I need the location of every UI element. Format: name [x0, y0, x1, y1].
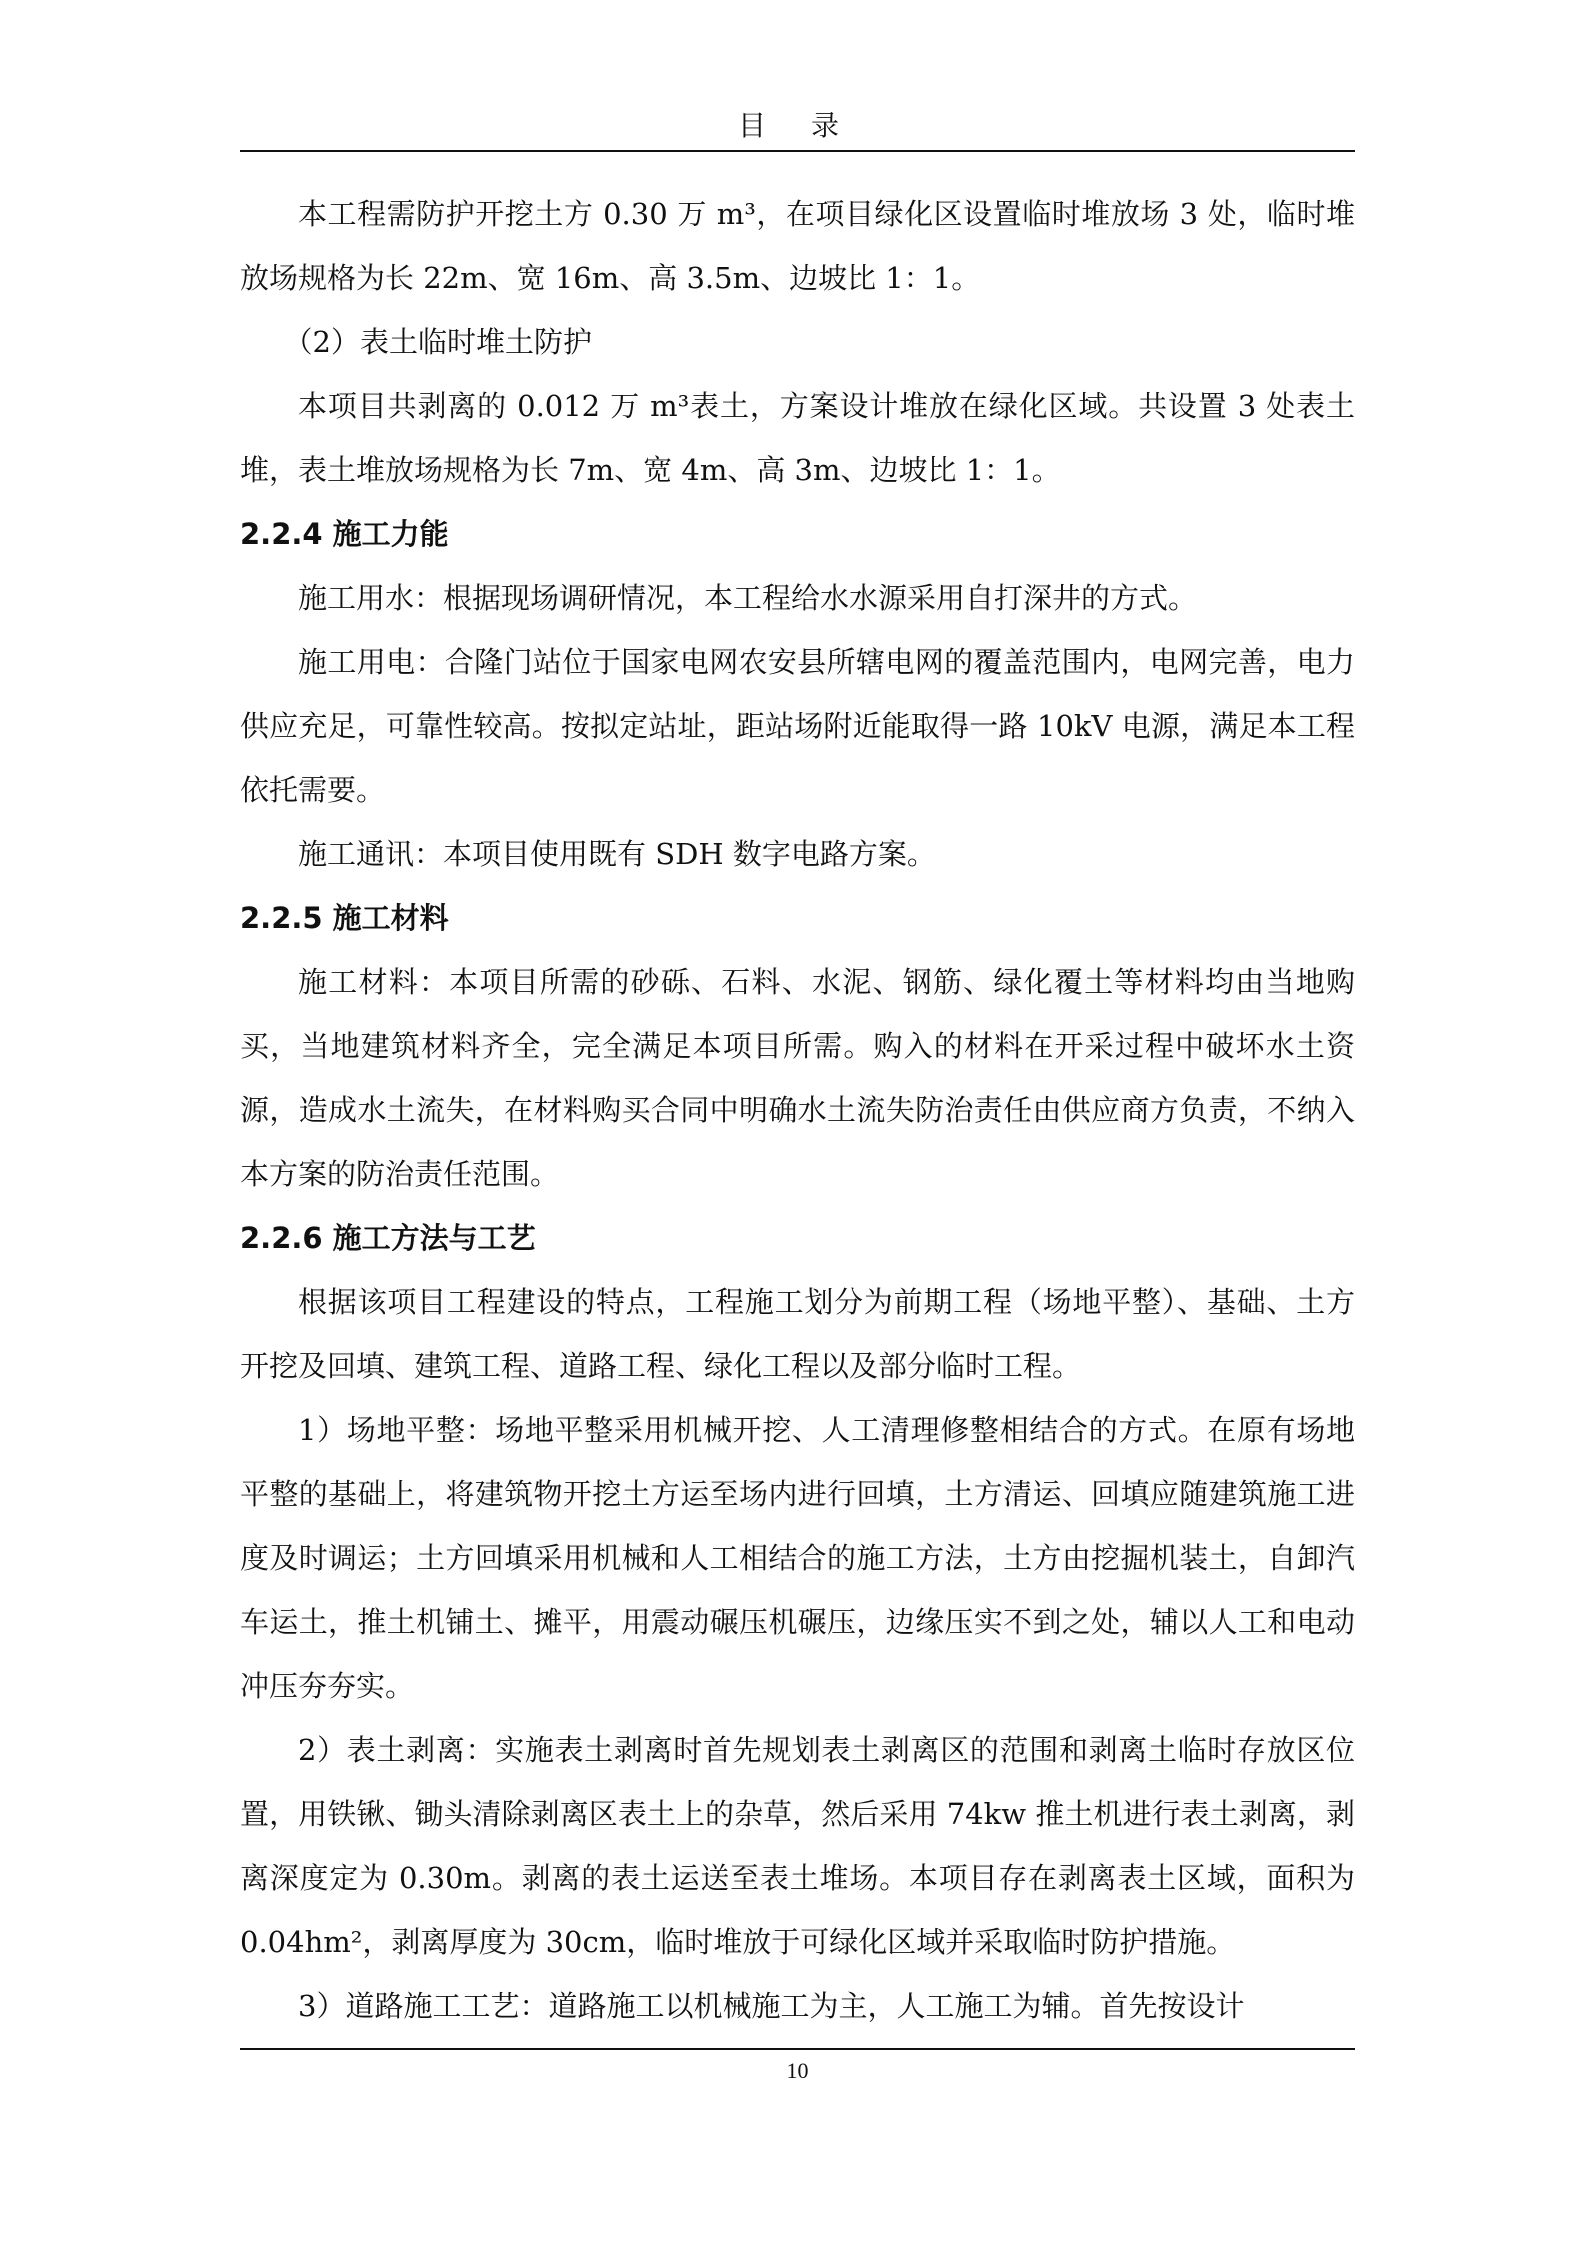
paragraph-excavation-protection: 本工程需防护开挖土方 0.30 万 m³，在项目绿化区设置临时堆放场 3 处，临时堆放场规格为长 22m、宽 16m、高 3.5m、边坡比 1：1。 [240, 197, 1355, 295]
footer-divider [240, 2048, 1355, 2050]
paragraph-water-supply: 施工用水：根据现场调研情况，本工程给水水源采用自打深井的方式。 [298, 581, 1198, 615]
document-body [240, 182, 1355, 2038]
page-header-title: 目 录 [738, 109, 857, 142]
section-heading-2-2-6: 2.2.6 施工方法与工艺 [240, 1221, 536, 1255]
paragraph-topsoil-stripping: 2）表土剥离：实施表土剥离时首先规划表土剥离区的范围和剥离土临时存放区位置，用铁锹、锄头清除剥离区表土上的杂草，然后采用 74kw 推土机进行表土剥离，剥离深度定为 0.30m。剥离的表土运送至表土堆场。本项目存在剥离表土区域，面积为 0.04hm²，剥离厚度为 30cm，临时堆放于可绿化区域并采取临时防护措施。 [240, 1733, 1355, 1959]
paragraph-construction-phases: 根据该项目工程建设的特点，工程施工划分为前期工程（场地平整）、基础、土方开挖及回填、建筑工程、道路工程、绿化工程以及部分临时工程。 [240, 1285, 1355, 1383]
paragraph-materials: 施工材料：本项目所需的砂砾、石料、水泥、钢筋、绿化覆土等材料均由当地购买，当地建筑材料齐全，完全满足本项目所需。购入的材料在开采过程中破坏水土资源，造成水土流失，在材料购买合同中明确水土流失防治责任由供应商方负责，不纳入本方案的防治责任范围。 [240, 965, 1355, 1191]
paragraph-topsoil-stockpile: 本项目共剥离的 0.012 万 m³表土，方案设计堆放在绿化区域。共设置 3 处表土堆，表土堆放场规格为长 7m、宽 4m、高 3m、边坡比 1：1。 [240, 389, 1355, 487]
section-heading-2-2-5: 2.2.5 施工材料 [240, 901, 449, 935]
paragraph-power-supply: 施工用电：合隆门站位于国家电网农安县所辖电网的覆盖范围内，电网完善，电力供应充足，可靠性较高。按拟定站址，距站场附近能取得一路 10kV 电源，满足本工程依托需要。 [240, 645, 1355, 807]
page-number: 10 [786, 2058, 809, 2083]
paragraph-road-construction: 3）道路施工工艺：道路施工以机械施工为主，人工施工为辅。首先按设计 [298, 1989, 1245, 2023]
paragraph-site-leveling: 1）场地平整：场地平整采用机械开挖、人工清理修整相结合的方式。在原有场地平整的基础上，将建筑物开挖土方运至场内进行回填，土方清运、回填应随建筑施工进度及时调运；土方回填采用机械和人工相结合的施工方法，土方由挖掘机装土，自卸汽车运土，推土机铺土、摊平，用震动碾压机碾压，边缘压实不到之处，辅以人工和电动冲压夯夯实。 [240, 1413, 1355, 1703]
header-divider [240, 150, 1355, 152]
section-heading-2-2-4: 2.2.4 施工力能 [240, 517, 449, 551]
subheading-topsoil-protection: （2）表土临时堆土防护 [283, 325, 592, 359]
paragraph-communication: 施工通讯：本项目使用既有 SDH 数字电路方案。 [298, 837, 936, 871]
